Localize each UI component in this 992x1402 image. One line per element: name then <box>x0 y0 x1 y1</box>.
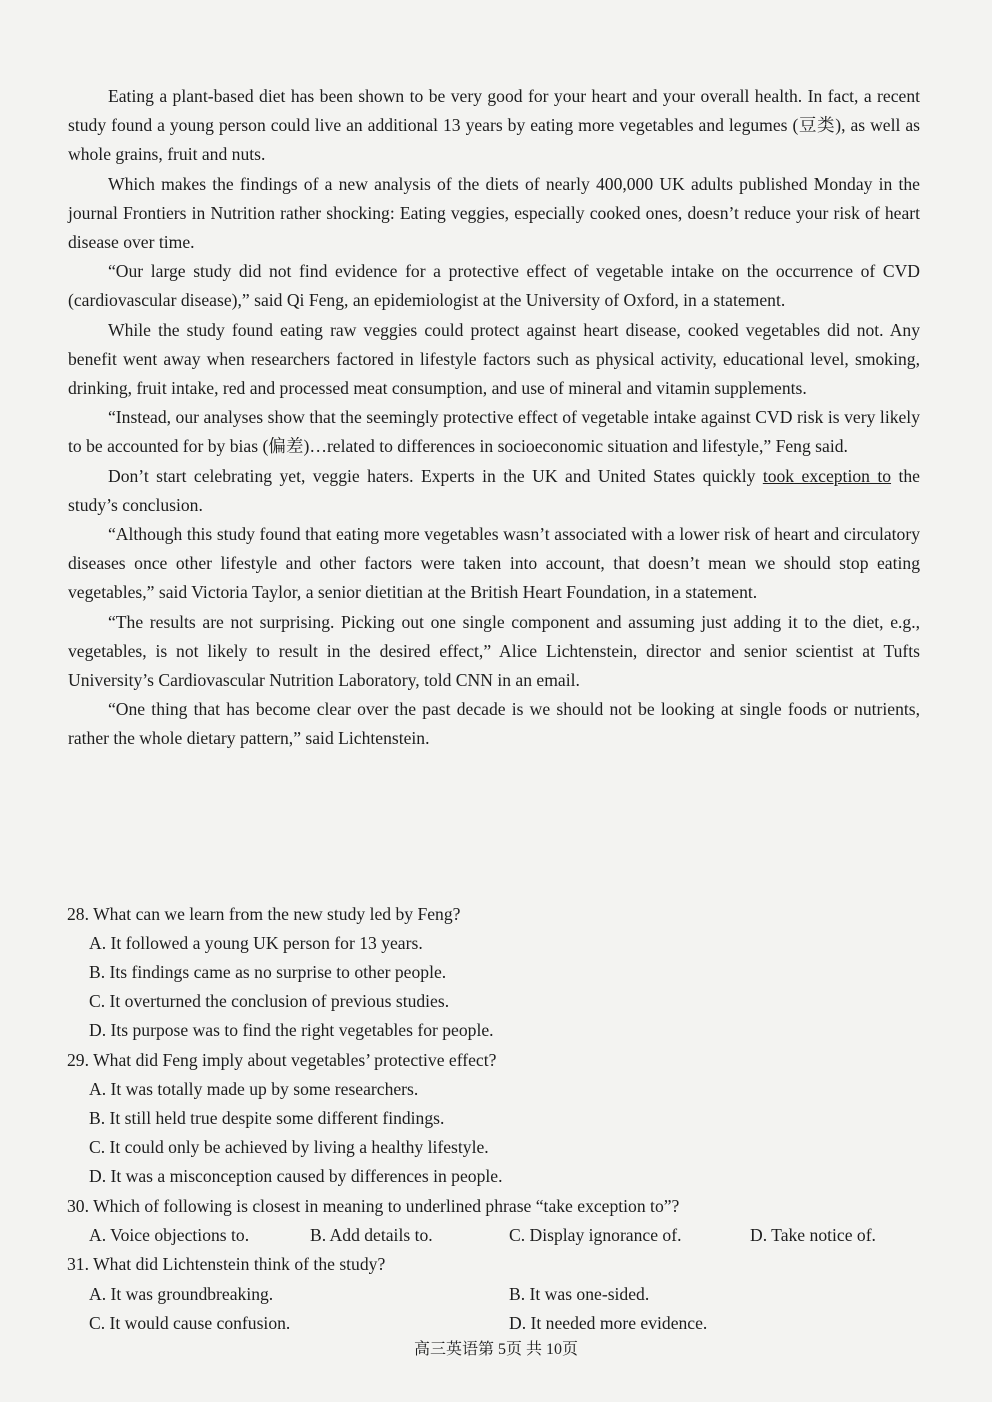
question-28-stem: 28. What can we learn from the new study led by Feng? <box>67 904 461 924</box>
paragraph-5: “Instead, our analyses show that the seemingly protective effect of vegetable intake against CVD risk is very likely to be accounted for by bias (偏差)…related to differences in socioeconomic situation and lifestyle,” Feng said. <box>68 407 920 457</box>
question-30-option-d: D. Take notice of. <box>750 1225 876 1245</box>
question-29-stem: 29. What did Feng imply about vegetables’ protective effect? <box>67 1050 497 1070</box>
question-29-option-a: A. It was totally made up by some researchers. <box>89 1079 419 1099</box>
question-31-option-a: A. It was groundbreaking. <box>89 1284 274 1304</box>
question-31-option-d: D. It needed more evidence. <box>509 1313 708 1333</box>
paragraph-3: “Our large study did not find evidence for a protective effect of vegetable intake on the occurrence of CVD (cardiovascular disease),” said Qi Feng, an epidemiologist at the University of Oxford, in a statement. <box>68 261 920 311</box>
paragraph-9: “One thing that has become clear over the past decade is we should not be looking at single foods or nutrients, rather the whole dietary pattern,” said Lichtenstein. <box>68 699 920 749</box>
paragraph-6-text-end: the study’s conclusion. <box>68 465 920 515</box>
question-31-stem: 31. What did Lichtenstein think of the study? <box>67 1254 386 1274</box>
page-footer: 高三英语第 5页 共 10页 <box>413 1341 578 1358</box>
question-31-option-b: B. It was one-sided. <box>509 1284 650 1304</box>
question-28-option-a: A. It followed a young UK person for 13 years. <box>89 933 423 953</box>
question-28-option-d: D. Its purpose was to find the right vegetables for people. <box>89 1020 494 1040</box>
paragraph-6 <box>68 462 920 520</box>
question-31-option-c: C. It would cause confusion. <box>89 1313 291 1333</box>
paragraph-8: “The results are not surprising. Picking out one single component and assuming just adding it to the diet, e.g., vegetables, is not likely to result in the desired effect,” Alice Lichtenstein, director and senior scientist at Tufts University’s Cardiovascular Nutrition Laboratory, told CNN in an email. <box>68 611 920 691</box>
question-28-option-c: C. It overturned the conclusion of previous studies. <box>89 991 450 1011</box>
paragraph-4: While the study found eating raw veggies could protect against heart disease, cooked vegetables did not. Any benefit went away when researchers factored in lifestyle factors such as physical activity, educational level, smoking, drinking, fruit intake, red and processed meat consumption, and use of mineral and vitamin supplements. <box>68 319 920 399</box>
question-28-option-b: B. Its findings came as no surprise to other people. <box>89 962 447 982</box>
question-30-option-a: A. Voice objections to. <box>89 1225 250 1245</box>
question-29-option-b: B. It still held true despite some different findings. <box>89 1108 445 1128</box>
question-29-option-d: D. It was a misconception caused by differences in people. <box>89 1166 503 1186</box>
paragraph-2: Which makes the findings of a new analysis of the diets of nearly 400,000 UK adults published Monday in the journal Frontiers in Nutrition rather shocking: Eating veggies, especially cooked ones, doesn’t reduce your risk of heart disease over time. <box>68 173 920 253</box>
question-30-option-c: C. Display ignorance of. <box>509 1225 682 1245</box>
paragraph-1: Eating a plant-based diet has been shown to be very good for your heart and your overall health. In fact, a recent study found a young person could live an additional 13 years by eating more vegetables and legumes (豆类), as well as whole grains, fruit and nuts. <box>68 86 920 165</box>
question-29-option-c: C. It could only be achieved by living a healthy lifestyle. <box>89 1137 489 1157</box>
paragraph-6-text-start: Don’t start celebrating yet, veggie haters. Experts in the UK and United States quickly <box>108 465 763 486</box>
question-30-stem: 30. Which of following is closest in meaning to underlined phrase “take exception to”? <box>67 1196 680 1216</box>
paragraph-7: “Although this study found that eating more vegetables wasn’t associated with a lower risk of heart and circulatory diseases once other lifestyle and other factors were taken into account, that doesn’t mean we should stop eating vegetables,” said Victoria Taylor, a senior dietitian at the British Heart Foundation, in a statement. <box>68 524 920 603</box>
question-30-option-b: B. Add details to. <box>310 1225 433 1245</box>
underlined-phrase: took exception to <box>762 465 892 486</box>
reading-passage <box>68 82 920 754</box>
